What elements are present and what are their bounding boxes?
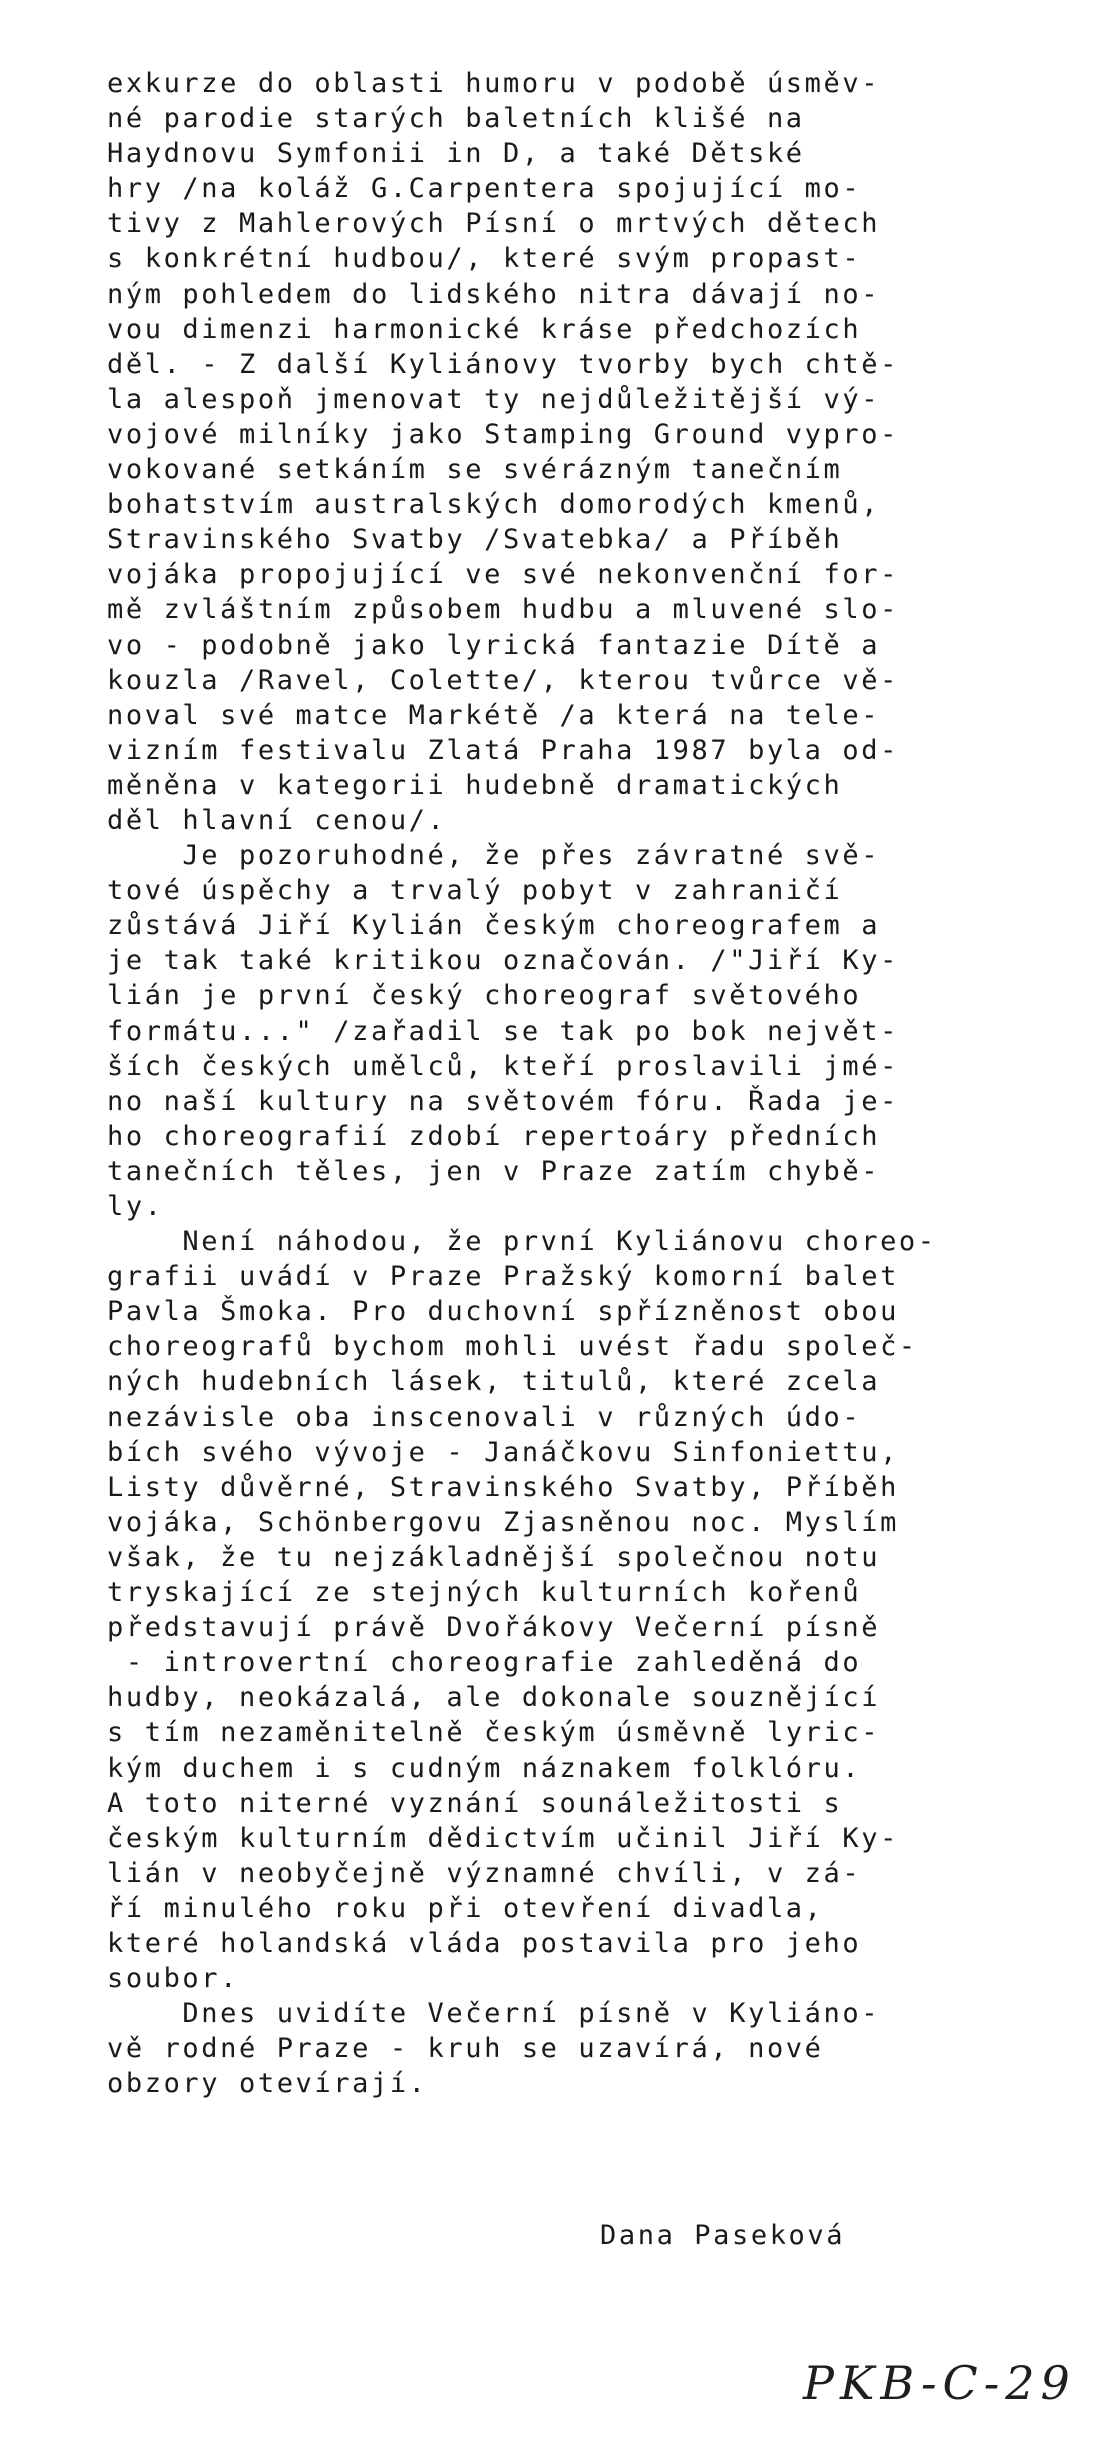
text-line: Haydnovu Symfonii in D, a také Dětské <box>107 138 805 170</box>
text-line: no naší kultury na světovém fóru. Řada je- <box>107 1085 899 1117</box>
text-line: grafii uvádí v Praze Pražský komorní balet <box>107 1261 899 1293</box>
text-line: exkurze do oblasti humoru v podobě úsměv- <box>107 68 881 99</box>
text-line: je tak také kritikou označován. /"Jiří Ky- <box>107 945 899 977</box>
text-line: vokované setkáním se svérázným tanečním <box>107 454 843 486</box>
text-line: které holandská vláda postavila pro jeho <box>107 1927 862 1959</box>
text-line: Stravinského Svatby /Svatebka/ a Příběh <box>107 524 843 556</box>
text-line: však, že tu nejzákladnější společnou notu <box>107 1541 881 1573</box>
text-line: mě zvláštním způsobem hudbu a mluvené slo- <box>107 594 899 626</box>
text-line: Je pozoruhodné, že přes závratné svě- <box>107 840 881 872</box>
text-line: ří minulého roku při otevření divadla, <box>107 1892 824 1924</box>
text-line: ších českých umělců, kteří proslavili jmé- <box>107 1050 899 1082</box>
text-line: českým kulturním dědictvím učinil Jiří Ky- <box>107 1822 899 1854</box>
text-line: vojové milníky jako Stamping Ground vypro- <box>107 418 899 450</box>
text-line: ných hudebních lásek, titulů, které zcela <box>107 1366 881 1398</box>
text-line: Pavla Šmoka. Pro duchovní spřízněnost obou <box>107 1296 899 1328</box>
text-line: né parodie starých baletních klišé na <box>107 103 805 135</box>
text-line: A toto niterné vyznání sounáležitosti s <box>107 1787 843 1819</box>
text-line: bích svého vývoje - Janáčkovu Sinfoniettu, <box>107 1436 899 1468</box>
text-line: ho choreografií zdobí repertoáry předních <box>107 1120 881 1152</box>
text-line: představují právě Dvořákovy Večerní písně <box>107 1612 881 1644</box>
text-line: hudby, neokázalá, ale dokonale souznějící <box>107 1682 881 1714</box>
text-line: vo - podobně jako lyrická fantazie Dítě a <box>107 629 881 661</box>
text-line: kouzla /Ravel, Colette/, kterou tvůrce vě- <box>107 664 899 696</box>
text-line: - introvertní choreografie zahleděná do <box>107 1647 862 1679</box>
text-line: Listy důvěrné, Stravinského Svatby, Příběh <box>107 1471 899 1503</box>
typescript-body <box>107 66 1067 2101</box>
text-line: tanečních těles, jen v Praze zatím chybě- <box>107 1155 881 1187</box>
text-line: děl hlavní cenou/. <box>107 804 447 836</box>
text-line: vojáka, Schönbergovu Zjasněnou noc. Myslím <box>107 1506 899 1538</box>
text-line: la alespoň jmenovat ty nejdůležitější vý- <box>107 383 881 415</box>
text-line: s tím nezaměnitelně českým úsměvně lyric- <box>107 1717 881 1749</box>
text-line: lián je první český choreograf světového <box>107 980 862 1012</box>
text-line: formátu..." /zařadil se tak po bok největ- <box>107 1015 899 1047</box>
text-line: lián v neobyčejně významné chvíli, v zá- <box>107 1857 862 1889</box>
archive-mark: PKB-C-29 <box>803 2356 1076 2410</box>
text-line: zůstává Jiří Kylián českým choreografem a <box>107 910 881 942</box>
text-line: Není náhodou, že první Kyliánovu choreo- <box>107 1226 937 1258</box>
text-line: nezávisle oba inscenovali v různých údo- <box>107 1401 862 1433</box>
text-line: ly. <box>107 1191 164 1222</box>
text-line: s konkrétní hudbou/, které svým propast- <box>107 243 862 275</box>
text-line: tové úspěchy a trvalý pobyt v zahraničí <box>107 875 843 907</box>
text-line: Dnes uvidíte Večerní písně v Kyliáno- <box>107 1998 881 2030</box>
author-signature: Dana Paseková <box>600 2220 846 2251</box>
text-line: hry /na koláž G.Carpentera spojující mo- <box>107 173 862 205</box>
text-line: kým duchem i s cudným náznakem folklóru. <box>107 1752 862 1784</box>
text-line: noval své matce Markétě /a která na tele- <box>107 699 881 731</box>
text-line: vě rodné Praze - kruh se uzavírá, nové <box>107 2033 824 2065</box>
text-line: měněna v kategorii hudebně dramatických <box>107 769 843 801</box>
text-line: vizním festivalu Zlatá Praha 1987 byla od- <box>107 734 899 766</box>
text-line: ným pohledem do lidského nitra dávají no- <box>107 278 881 310</box>
text-line: obzory otevírají. <box>107 2068 428 2100</box>
text-line: vojáka propojující ve své nekonvenční for- <box>107 559 899 591</box>
text-line: děl. - Z další Kyliánovy tvorby bych chtě- <box>107 348 899 380</box>
text-line: choreografů bychom mohli uvést řadu společ- <box>107 1331 918 1363</box>
text-line: soubor. <box>107 1963 239 1995</box>
text-line: tryskající ze stejných kulturních kořenů <box>107 1577 862 1609</box>
text-line: tivy z Mahlerových Písní o mrtvých dětech <box>107 208 881 240</box>
text-line: bohatstvím australských domorodých kmenů, <box>107 489 881 521</box>
text-line: vou dimenzi harmonické kráse předchozích <box>107 313 862 345</box>
